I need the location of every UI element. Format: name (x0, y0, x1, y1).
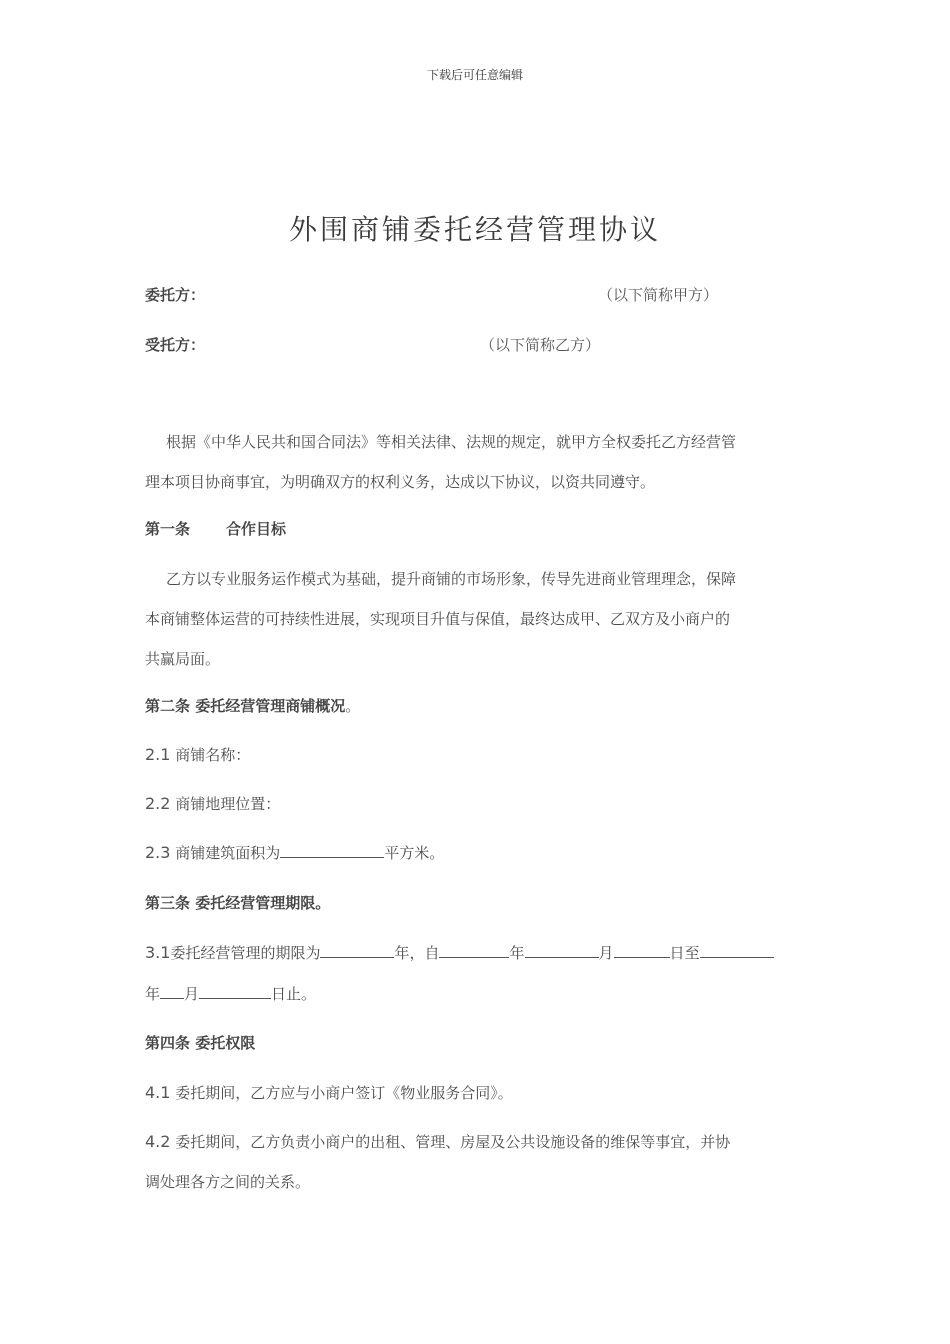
principal-label: 委托方： (145, 286, 206, 304)
preamble-line-2: 理本项目协商事宜，为明确双方的权利义务，达成以下协议，以资共同遵守。 (145, 473, 656, 491)
article-1-line-1: 乙方以专业服务运作模式为基础，提升商铺的市场形象，传导先进商业管理理念，保障 (166, 570, 737, 588)
article-3-heading: 第三条 委托经营管理期限。 (145, 894, 331, 912)
item-text: 委托期间，乙方负责小商户的出租、管理、房屋及公共设施设备的维保等事宜，并协 (175, 1133, 731, 1151)
article-1-heading (145, 519, 286, 539)
article-4-item-2-cont: 调处理各方之间的关系。 (145, 1173, 311, 1191)
article-3-item-1 (145, 943, 774, 963)
article-4-item-1 (145, 1083, 513, 1103)
principal-note: （以下简称甲方） (598, 286, 719, 304)
article-4-heading: 第四条 委托权限 (145, 1034, 256, 1052)
item-number: 3.1 (145, 943, 171, 962)
item-number: 2.1 (145, 745, 171, 764)
end-year-label: 年 (145, 985, 161, 1003)
day-end-text: 日止。 (271, 985, 317, 1003)
preamble-line-1: 根据《中华人民共和国合同法》等相关法律、法规的规定，就甲方全权委托乙方经营管 (166, 433, 737, 451)
article-2-title: 第二条 委托经营管理商铺概况 (145, 697, 346, 715)
article-1-number: 第一条 (145, 520, 191, 538)
agent-label: 受托方： (145, 336, 206, 354)
day-to-text: 日至 (669, 944, 700, 962)
article-2-suffix: 。 (345, 697, 361, 715)
article-2-item-1 (145, 745, 250, 765)
article-1-line-2: 本商铺整体运营的可持续性进展，实现项目升值与保值，最终达成甲、乙双方及小商户的 (145, 610, 731, 628)
item-number: 4.1 (145, 1083, 171, 1102)
area-blank (280, 843, 384, 858)
item-text: 委托经营管理的期限为 (170, 944, 321, 962)
item-number: 2.3 (145, 843, 171, 862)
start-month-label: 月 (598, 944, 614, 962)
end-month-blank (160, 984, 184, 999)
year-from-text: 年，自 (394, 944, 440, 962)
item-text: 商铺地理位置： (175, 795, 281, 813)
article-1-title: 合作目标 (226, 520, 287, 538)
article-2-heading (145, 696, 360, 716)
end-month-label: 月 (184, 985, 200, 1003)
item-text: 商铺名称： (175, 746, 251, 764)
agent-note: （以下简称乙方） (480, 336, 601, 354)
article-2-item-2 (145, 794, 280, 814)
start-month-blank (525, 943, 599, 958)
start-day-blank (614, 943, 670, 958)
article-1-line-3: 共赢局面。 (145, 650, 221, 668)
article-3-item-1-cont (145, 984, 316, 1004)
end-day-blank (199, 984, 271, 999)
start-year-label: 年 (509, 944, 525, 962)
start-year-blank (439, 943, 509, 958)
term-years-blank (320, 943, 394, 958)
item-number: 4.2 (145, 1132, 171, 1151)
document-title: 外围商铺委托经营管理协议 (288, 213, 661, 246)
end-year-blank (700, 943, 774, 958)
item-number: 2.2 (145, 794, 171, 813)
article-2-item-3 (145, 843, 444, 863)
header-note: 下载后可任意编辑 (426, 68, 523, 82)
item-text: 委托期间，乙方应与小商户签订《物业服务合同》。 (175, 1084, 513, 1102)
item-unit: 平方米。 (384, 844, 445, 862)
item-text: 商铺建筑面积为 (175, 844, 281, 862)
article-4-item-2 (145, 1132, 730, 1152)
